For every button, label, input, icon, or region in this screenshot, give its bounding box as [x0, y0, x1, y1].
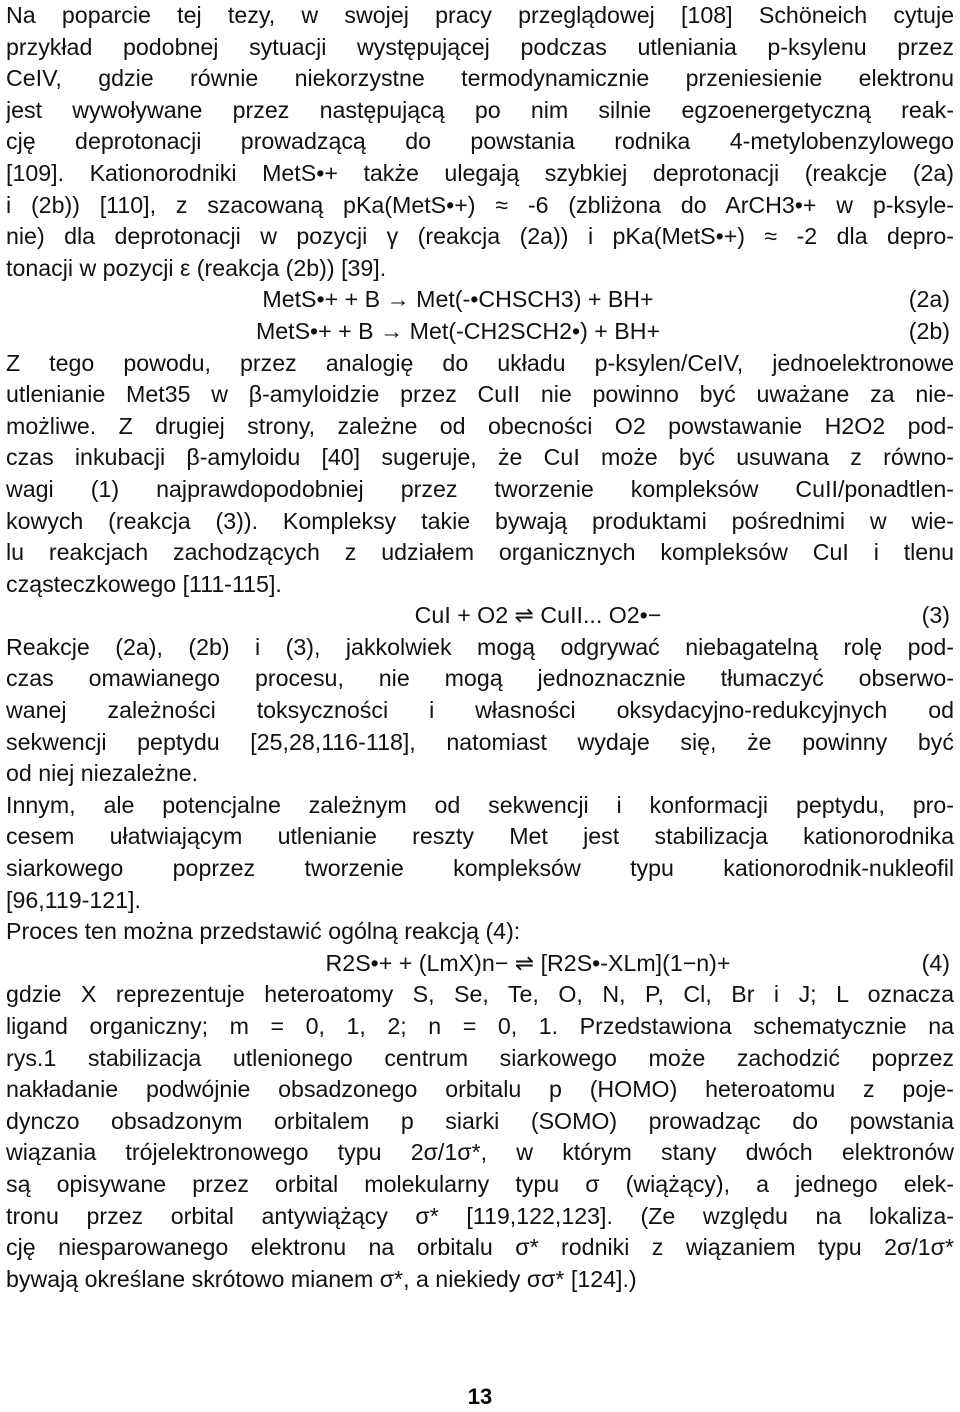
text-line: rys.1 stabilizacja utlenionego centrum siarkowego może zachodzić poprzez [6, 1044, 954, 1071]
equation-4 [6, 948, 954, 980]
equation-2a [6, 284, 954, 316]
text-line: sekwencji peptydu [25,28,116-118], natomiast wydaje się, że powinny być [6, 728, 954, 755]
text-line: Innym, ale potencjalne zależnym od sekwencji i konformacji peptydu, pro- [6, 791, 954, 818]
text-line: wagi (1) najprawdopodobniej przez tworzenie kompleksów CuII/ponadtlen- [6, 475, 954, 502]
text-line: utlenianie Met35 w β-amyloidzie przez CuII nie powinno być uważane za nie- [6, 381, 954, 408]
equation-4-number: (4) [921, 949, 950, 976]
equation-2b-number: (2b) [908, 317, 950, 344]
paragraph-3 [6, 632, 954, 790]
text-line: od niej niezależne. [6, 760, 199, 787]
text-line: czas omawianego procesu, nie mogą jednoznacznie tłumaczyć obserwo- [6, 665, 954, 692]
text-line: Reakcje (2a), (2b) i (3), jakkolwiek mogą odgrywać niebagatelną rolę pod- [6, 633, 954, 660]
text-line: możliwe. Z drugiej strony, zależne od obecności O2 powstawanie H2O2 pod- [6, 412, 954, 439]
text-line: wanej zależności toksyczności i własności oksydacyjno-redukcyjnych od [6, 697, 954, 724]
text-line: [96,119-121]. [6, 886, 141, 913]
paragraph-4 [6, 790, 954, 948]
text-line: wiązania trójelektronowego typu 2σ/1σ*, w którym stany dwóch elektronów [6, 1139, 954, 1166]
equation-2b-expression: MetS•+ + B → Met(-CH2SCH2•) + BH+ [255, 317, 661, 344]
text-line: [109]. Kationorodniki MetS•+ także ulegają szybkiej deprotonacji (reakcje (2a) [6, 159, 954, 186]
equation-3-number: (3) [921, 602, 950, 629]
text-line: jest wywoływane przez następującą po nim silnie egzoenergetyczną reak- [6, 96, 954, 123]
text-line: nie) dla deprotonacji w pozycji γ (reakcja (2a)) i pKa(MetS•+) ≈ -2 dla depro- [6, 223, 954, 250]
equation-3-expression: CuI + O2 ⇌ CuII... O2•− [414, 602, 662, 629]
paragraph-5 [6, 979, 954, 1295]
text-line: tronu przez orbital antywiążący σ* [119,122,123]. (Ze względu na lokaliza- [6, 1202, 954, 1229]
page-number: 13 [467, 1384, 493, 1409]
text-line: kowych (reakcja (3)). Kompleksy takie bywają produktami pośrednimi w wie- [6, 507, 954, 534]
text-line: Na poparcie tej tezy, w swojej pracy przeglądowej [108] Schöneich cytuje [6, 2, 954, 28]
text-line: przykład podobnej sytuacji występującej podczas utleniania p-ksylenu przez [6, 33, 954, 60]
text-line: cję deprotonacji prowadzącą do powstania rodnika 4-metylobenzylowego [6, 128, 954, 155]
text-line: lu reakcjach zachodzących z udziałem organicznych kompleksów CuI i tlenu [6, 539, 954, 566]
paragraph-1 [6, 0, 954, 284]
text-line: Proces ten można przedstawić ogólną reakcją (4): [6, 918, 521, 945]
text-line: Z tego powodu, przez analogię do układu p-ksylen/CeIV, jednoelektronowe [6, 349, 954, 376]
text-line: CeIV, gdzie równie niekorzystne termodynamicznie przeniesienie elektronu [6, 65, 954, 92]
text-line: dynczo obsadzonym orbitalem p siarki (SOMO) prowadząc do powstania [6, 1107, 954, 1134]
text-line: ligand organiczny; m = 0, 1, 2; n = 0, 1. Przedstawiona schematycznie na [6, 1013, 954, 1039]
text-line: tonacji w pozycji ε (reakcja (2b)) [39]. [6, 254, 387, 281]
text-line: siarkowego poprzez tworzenie kompleksów typu kationorodnik-nukleofil [6, 855, 954, 882]
text-line: nakładanie podwójnie obsadzonego orbitalu p (HOMO) heteroatomu z poje- [6, 1076, 954, 1103]
text-line: cesem ułatwiającym utlenianie reszty Met jest stabilizacja kationorodnika [6, 823, 954, 850]
text-line: cząsteczkowego [111-115]. [6, 570, 282, 597]
paragraph-2 [6, 348, 954, 601]
text-line: są opisywane przez orbital molekularny typu σ (wiążący), a jednego elek- [6, 1170, 954, 1197]
equation-2a-number: (2a) [908, 286, 950, 313]
equation-2b [6, 316, 954, 348]
text-line: cję niesparowanego elektronu na orbitalu σ* rodniki z wiązaniem typu 2σ/1σ* [6, 1234, 954, 1261]
text-line: czas inkubacji β-amyloidu [40] sugeruje, że CuI może być usuwana z równo- [6, 444, 954, 471]
equation-4-expression: R2S•+ + (LmX)n− ⇌ [R2S•-XLm](1−n)+ [325, 949, 731, 976]
text-line: bywają określane skrótowo mianem σ*, a niekiedy σσ* [124].) [6, 1265, 637, 1292]
text-line: gdzie X reprezentuje heteroatomy S, Se, Te, O, N, P, Cl, Br i J; L oznacza [6, 981, 954, 1008]
equation-3 [6, 600, 954, 632]
equation-2a-expression: MetS•+ + B → Met(-•CHSCH3) + BH+ [262, 286, 654, 313]
text-line: i (2b)) [110], z szacowaną pKa(MetS•+) ≈ -6 (zbliżona do ArCH3•+ w p-ksyle- [6, 191, 954, 218]
